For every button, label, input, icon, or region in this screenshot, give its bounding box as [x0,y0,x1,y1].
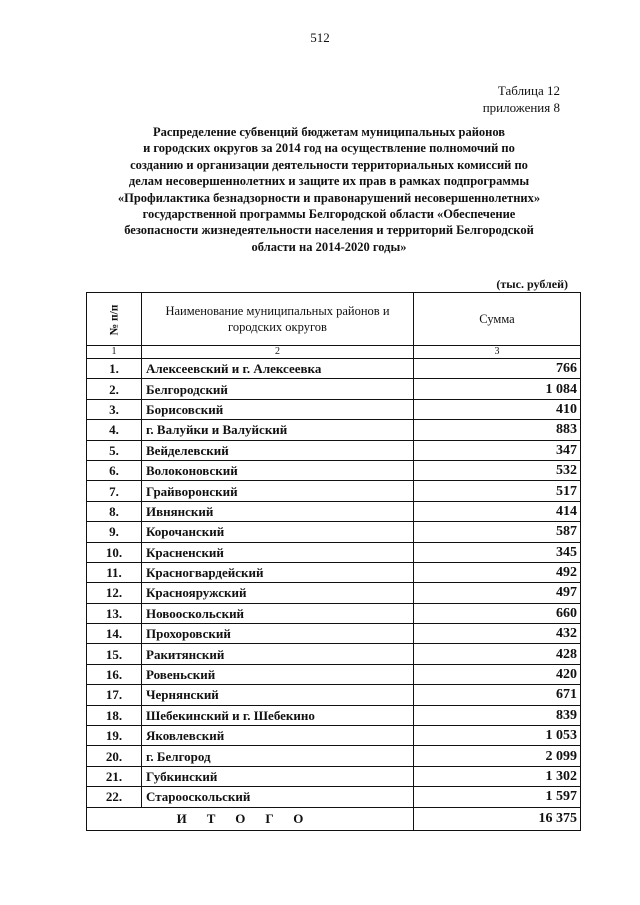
row-sum: 347 [414,440,581,460]
district-name: Борисовский [142,399,414,419]
row-sum: 1 053 [414,726,581,746]
table-row [87,440,581,460]
title-line: Распределение субвенций бюджетам муниципальных районов [152,125,506,139]
table-reference [483,82,560,116]
table-row [87,624,581,644]
table-row [87,522,581,542]
table-row [87,501,581,521]
district-name: г. Белгород [142,746,414,766]
table-row [87,644,581,664]
units-label: (тыс. рублей) [496,277,568,291]
row-number: 13. [87,603,142,623]
subvention-table [86,292,581,831]
district-name: Грайворонский [142,481,414,501]
table-row [87,746,581,766]
row-sum: 1 597 [414,787,581,807]
table-row [87,542,581,562]
row-number: 6. [87,460,142,480]
title-line: делам несовершеннолетних и защите их прав в рамках подпрограммы [128,174,530,189]
document-title [84,124,574,255]
district-name: Волоконовский [142,460,414,480]
row-number: 4. [87,420,142,440]
district-name: Корочанский [142,522,414,542]
header-num-text: № п/п [107,304,120,335]
district-name: г. Валуйки и Валуйский [142,420,414,440]
district-name: Новооскольский [142,603,414,623]
table-row [87,460,581,480]
district-name: Старооскольский [142,787,414,807]
row-number: 19. [87,726,142,746]
row-sum: 766 [414,359,581,379]
row-number: 2. [87,379,142,399]
district-name: Алексеевский и г. Алексеевка [142,359,414,379]
header-name: Наименование муниципальных районов и городских округов [142,293,414,346]
title-line: созданию и организации деятельности территориальных комиссий по [130,157,528,172]
table-row [87,603,581,623]
row-number: 20. [87,746,142,766]
row-sum: 587 [414,522,581,542]
row-number: 8. [87,501,142,521]
row-sum: 839 [414,705,581,725]
column-number: 1 [87,346,142,359]
row-number: 15. [87,644,142,664]
table-row [87,399,581,419]
row-sum: 345 [414,542,581,562]
row-sum: 532 [414,460,581,480]
table-row [87,359,581,379]
row-number: 16. [87,664,142,684]
title-line: государственной программы Белгородской области «Обеспечение [142,207,516,222]
district-name: Шебекинский и г. Шебекино [142,705,414,725]
column-number: 2 [142,346,414,359]
row-sum: 1 302 [414,766,581,786]
row-sum: 410 [414,399,581,419]
row-sum: 428 [414,644,581,664]
district-name: Ровеньский [142,664,414,684]
district-name: Белгородский [142,379,414,399]
row-number: 1. [87,359,142,379]
row-sum: 420 [414,664,581,684]
row-number: 12. [87,583,142,603]
row-number: 9. [87,522,142,542]
row-sum: 492 [414,562,581,582]
total-row [87,807,581,830]
row-number: 22. [87,787,142,807]
table-row [87,481,581,501]
table-row [87,583,581,603]
row-number: 18. [87,705,142,725]
total-sum: 16 375 [414,807,581,830]
row-sum: 883 [414,420,581,440]
table-row [87,726,581,746]
row-sum: 414 [414,501,581,521]
table-ref-line1: Таблица 12 [497,83,560,98]
table-row [87,766,581,786]
table-row [87,379,581,399]
row-number: 3. [87,399,142,419]
district-name: Красненский [142,542,414,562]
row-number: 7. [87,481,142,501]
title-line: области на 2014-2020 годы» [251,239,407,254]
district-name: Красногвардейский [142,562,414,582]
row-sum: 671 [414,685,581,705]
district-name: Ракитянский [142,644,414,664]
title-line: и городских округов за 2014 год на осуществление полномочий по [143,141,515,156]
table-row [87,562,581,582]
district-name: Чернянский [142,685,414,705]
row-number: 5. [87,440,142,460]
table-row [87,420,581,440]
column-number: 3 [414,346,581,359]
column-number-row [87,346,581,359]
row-number: 14. [87,624,142,644]
row-number: 10. [87,542,142,562]
district-name: Краснояружский [142,583,414,603]
row-number: 21. [87,766,142,786]
row-number: 11. [87,562,142,582]
page-number: 512 [310,30,330,45]
district-name: Вейделевский [142,440,414,460]
table-row [87,705,581,725]
header-num [87,293,142,346]
header-row [87,293,581,346]
district-name: Ивнянский [142,501,414,521]
table-row [87,685,581,705]
row-sum: 497 [414,583,581,603]
row-sum: 660 [414,603,581,623]
row-sum: 517 [414,481,581,501]
table-row [87,787,581,807]
title-line: безопасности жизнедеятельности населения и территорий Белгородской [124,223,534,238]
total-label: ИТОГО [87,807,414,830]
district-name: Прохоровский [142,624,414,644]
table-row [87,664,581,684]
table-ref-line2: приложения 8 [482,100,560,115]
header-sum: Сумма [414,293,581,346]
district-name: Яковлевский [142,726,414,746]
title-line: «Профилактика безнадзорности и правонарушений несовершеннолетних» [117,190,541,205]
row-number: 17. [87,685,142,705]
row-sum: 1 084 [414,379,581,399]
row-sum: 432 [414,624,581,644]
row-sum: 2 099 [414,746,581,766]
district-name: Губкинский [142,766,414,786]
